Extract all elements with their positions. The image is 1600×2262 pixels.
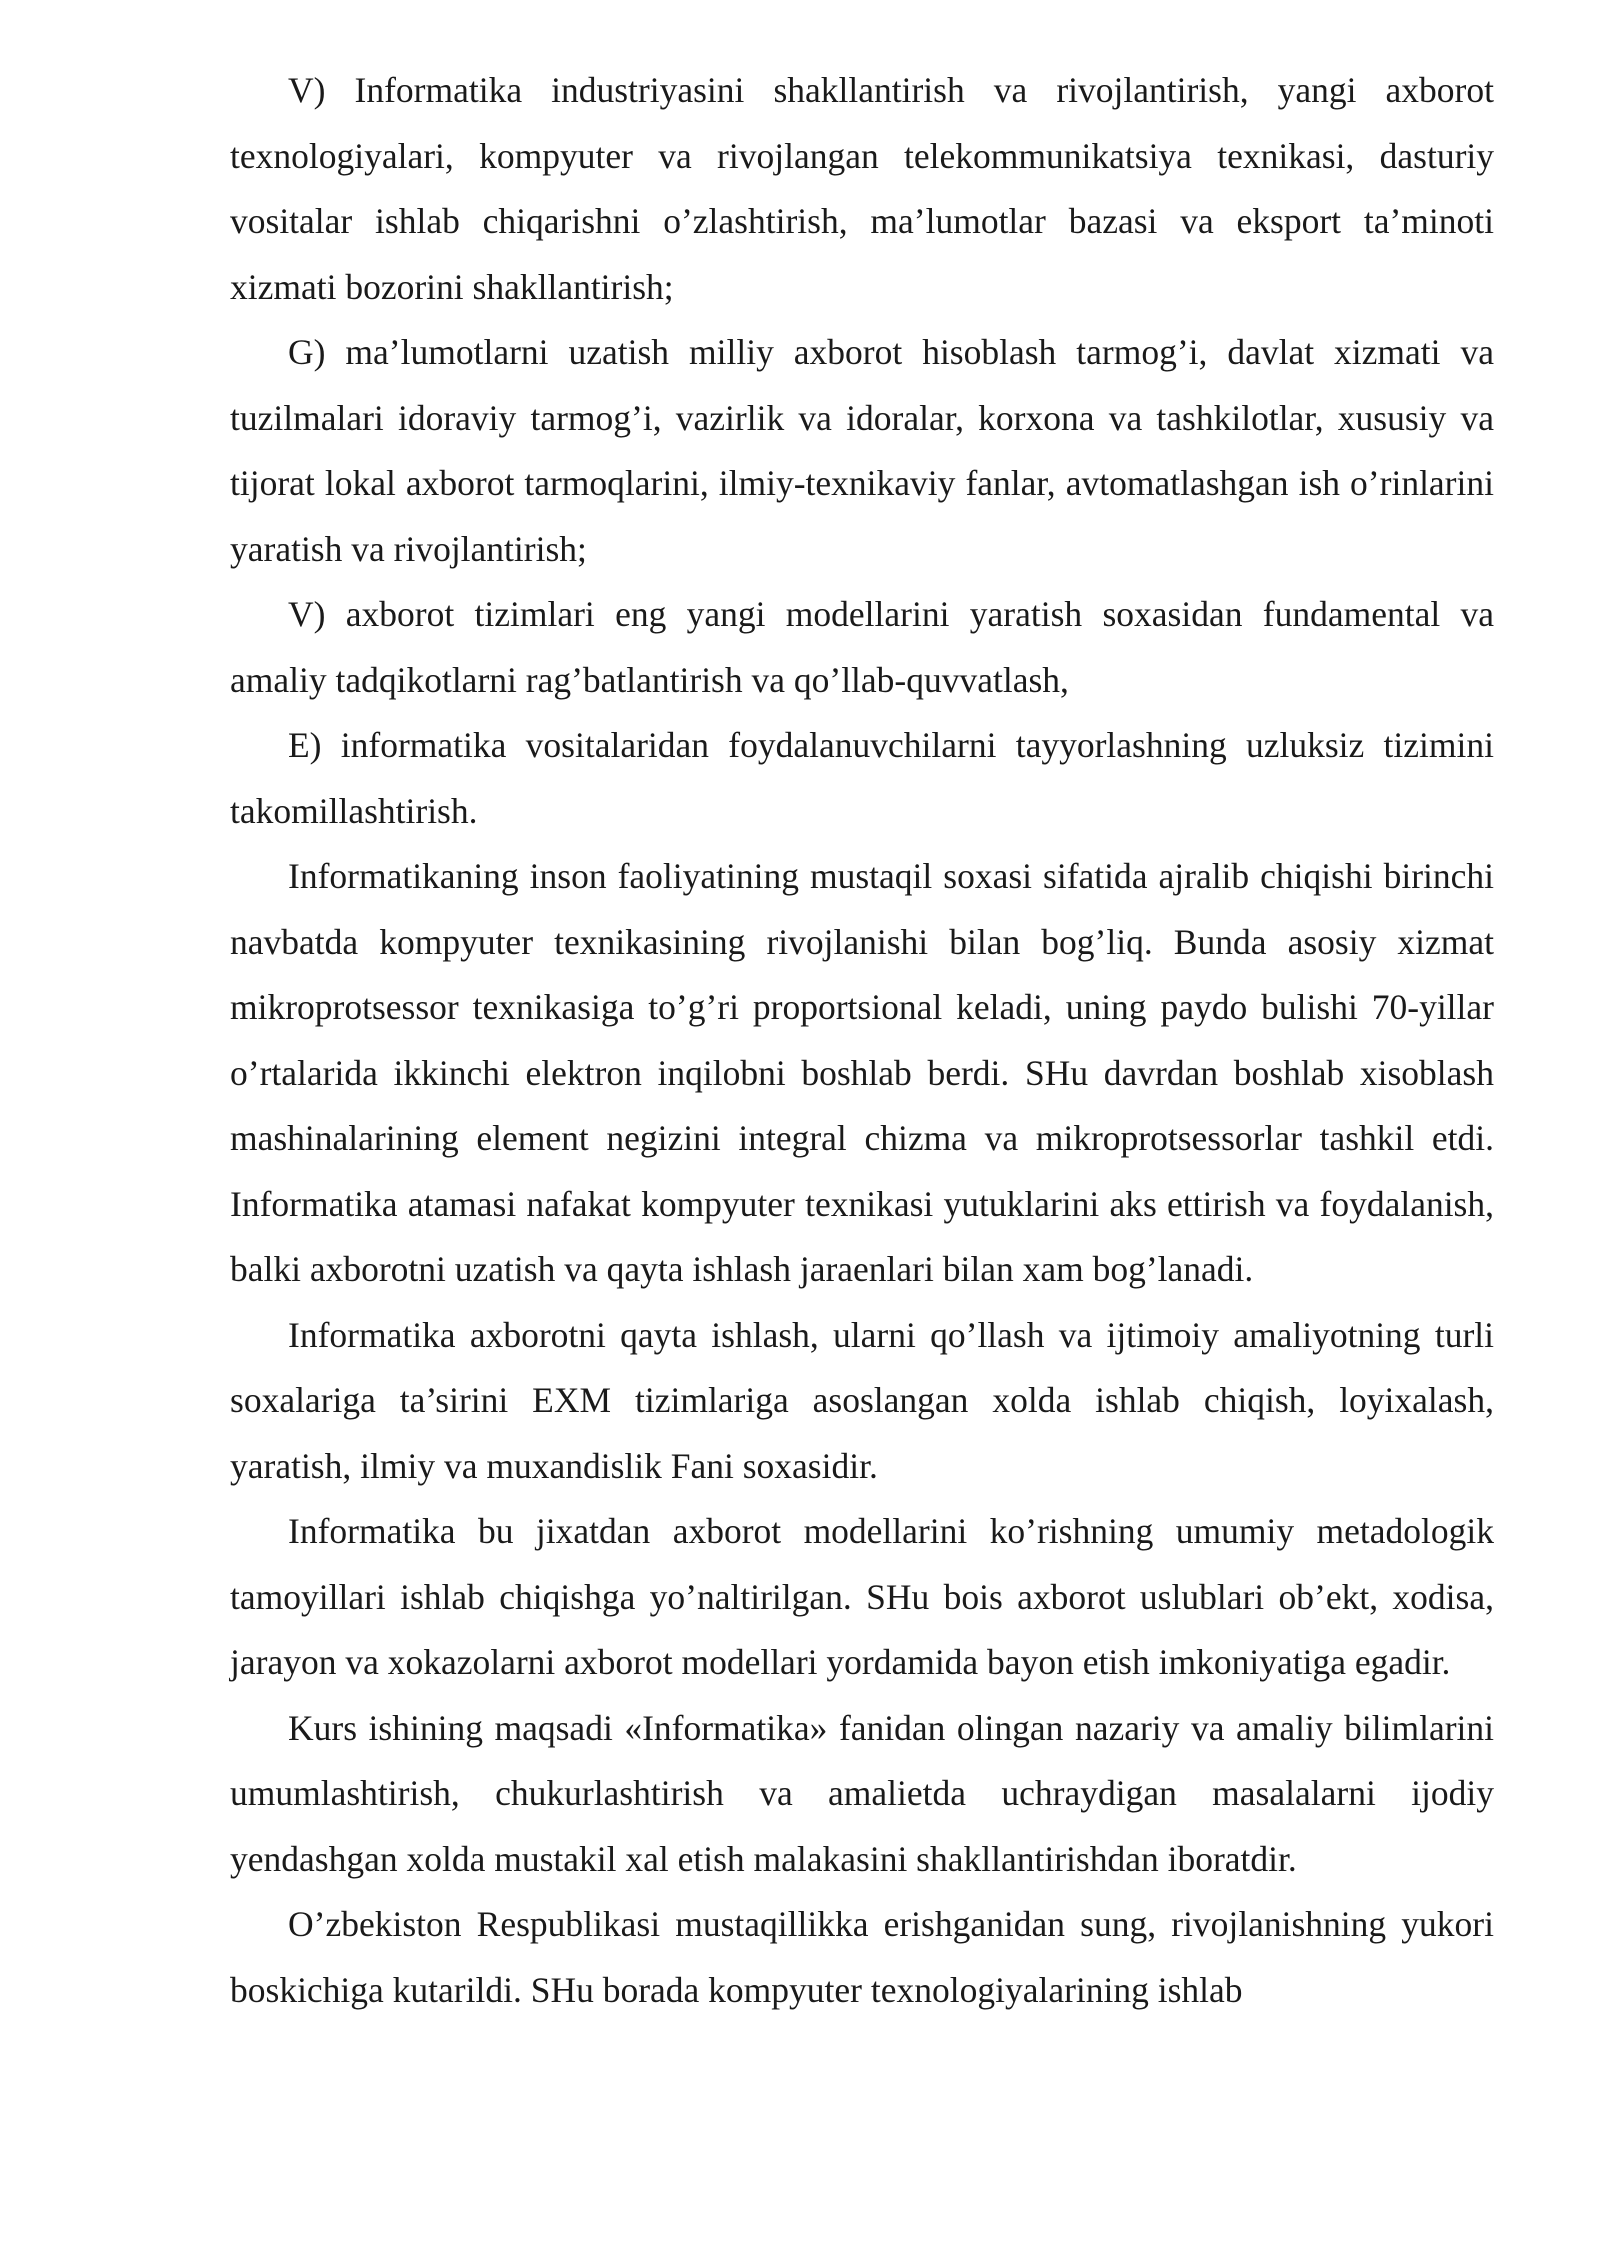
paragraph: V) axborot tizimlari eng yangi modellarini yaratish soxasidan fundamental va amaliy tadqikotlarni rag’batlantirish va qo’llab-quvvatlash, bbox=[230, 594, 1494, 700]
document-page bbox=[230, 58, 1494, 2023]
paragraph: O’zbekiston Respublikasi mustaqillikka erishganidan sung, rivojlanishning yukori boskichiga kutarildi. SHu borada kompyuter texnologiyalarining ishlab bbox=[230, 1904, 1494, 2010]
paragraph: E) informatika vositalaridan foydalanuvchilarni tayyorlashning uzluksiz tizimini takomillashtirish. bbox=[230, 725, 1494, 831]
paragraph: Kurs ishining maqsadi «Informatika» fanidan olingan nazariy va amaliy bilimlarini umumlashtirish, chukurlashtirish va amalietda uchraydigan masalalarni ijodiy yendashgan xolda mustakil xal etish malakasini shakllantirishdan iboratdir. bbox=[230, 1707, 1494, 1879]
paragraph: Informatikaning inson faoliyatining mustaqil soxasi sifatida ajralib chiqishi birinchi navbatda kompyuter texnikasining rivojlanishi bilan bog’liq. Bunda asosiy xizmat mikroprotsessor texnikasiga to’g’ri proportsional keladi, uning paydo bulishi 70-yillar o’rtalarida ikkinchi elektron inqilobni boshlab berdi. SHu davrdan boshlab xisoblash mashinalarining element negizini integral chizma va mikroprotsessorlar tashkil etdi. Informatika atamasi nafakat kompyuter texnikasi yutuklarini aks ettirish va foydalanish, balki axborotni uzatish va qayta ishlash jaraenlari bilan xam bog’lanadi. bbox=[230, 856, 1494, 1289]
paragraph: G) ma’lumotlarni uzatish milliy axborot hisoblash tarmog’i, davlat xizmati va tuzilmalari idoraviy tarmog’i, vazirlik va idoralar, korxona va tashkilotlar, xususiy va tijorat lokal axborot tarmoqlarini, ilmiy-texnikaviy fanlar, avtomatlashgan ish o’rinlarini yaratish va rivojlantirish; bbox=[230, 332, 1494, 569]
paragraph: V) Informatika industriyasini shakllantirish va rivojlantirish, yangi axborot texnologiyalari, kompyuter va rivojlangan telekommunikatsiya texnikasi, dasturiy vositalar ishlab chiqarishni o’zlashtirish, ma’lumotlar bazasi va eksport ta’minoti xizmati bozorini shakllantirish; bbox=[230, 70, 1494, 307]
paragraph: Informatika axborotni qayta ishlash, ularni qo’llash va ijtimoiy amaliyotning turli soxalariga ta’sirini EXM tizimlariga asoslangan xolda ishlab chiqish, loyixalash, yaratish, ilmiy va muxandislik Fani soxasidir. bbox=[230, 1314, 1494, 1486]
paragraph: Informatika bu jixatdan axborot modellarini ko’rishning umumiy metadologik tamoyillari ishlab chiqishga yo’naltirilgan. SHu bois axborot uslublari ob’ekt, xodisa, jarayon va xokazolarni axborot modellari yordamida bayon etish imkoniyatiga egadir. bbox=[230, 1511, 1494, 1682]
